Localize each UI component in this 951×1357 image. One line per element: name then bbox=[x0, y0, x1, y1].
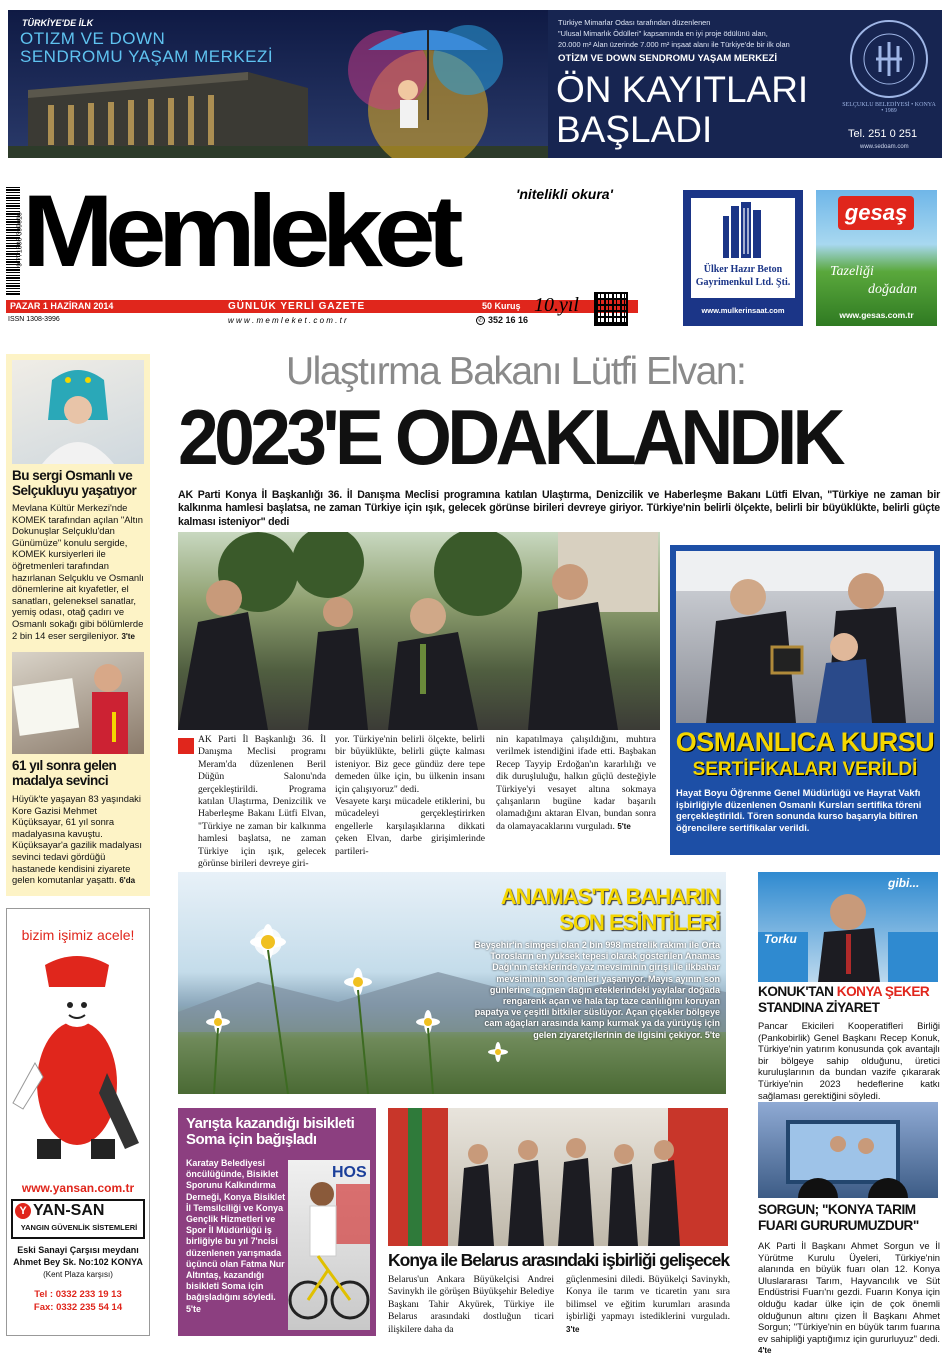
konuk-body: Pancar Ekicileri Kooperatifleri Birliği (Pankobirlik) Genel Başkanı Recep Konuk, Türkiye'nin yatırım konusunda çok avantajlı bir bölgeye sahip olduğunu, üretici kuruluşlarının da bundan vazife çıkararak Türkiye'nin 2023 hedeflerine katkı sağlaması gerektiğini söyledi. bbox=[758, 1020, 940, 1101]
story2-title[interactable]: 61 yıl sonra gelen madalya sevinci bbox=[12, 758, 117, 788]
story1-body: Mevlana Kültür Merkezi'nde KOMEK tarafından açılan "Altın Dokunuşlar Selçuklu'dan Günümüze" konulu sergide, KOMEK kursiyerleri ile öğretmenleri tarafından hazırlanan Selçuklu ve Osmanlı dönemlerine ait kıyafetler, el sanatları, geleneksel sanatlar, yemiş odası, otağ çadırı ve Osmanlı sokağı gibi bölümlerde 2 bin 14 eser sergileniyor. 3'te bbox=[12, 502, 144, 641]
ulker-line1: Ülker Hazır Beton bbox=[703, 264, 783, 275]
masthead-slogan: 'nitelikli okura' bbox=[516, 186, 613, 202]
yansan-address2: Ahmet Bey Sk. No:102 KONYA bbox=[13, 1257, 143, 1267]
bisiklet-photo bbox=[288, 1160, 370, 1330]
yansan-slogan: bizim işimiz acele! bbox=[21, 927, 135, 943]
sorgun-title2: FUARI GURURUMUZDUR" bbox=[758, 1218, 919, 1233]
gesas-slogan2: doğadan bbox=[868, 282, 917, 297]
main-kicker: Ulaştırma Bakanı Lütfi Elvan: bbox=[286, 350, 746, 393]
banner-tagline: TÜRKİYE'DE İLK bbox=[22, 18, 94, 28]
story2-photo[interactable] bbox=[12, 652, 144, 754]
red-square-marker bbox=[178, 738, 194, 754]
main-photo[interactable] bbox=[178, 532, 660, 730]
belarus-photo[interactable] bbox=[388, 1108, 728, 1246]
banner-info-line1: Türkiye Mimarlar Odası tarafından düzenlenen bbox=[558, 18, 711, 27]
gesas-logo: gesaş bbox=[838, 196, 914, 230]
masthead-logo[interactable]: Memleket bbox=[22, 174, 455, 288]
banner-url[interactable]: www.sedoam.com bbox=[860, 144, 909, 150]
ulker-line2: Gayrimenkul Ltd. Şti. bbox=[695, 277, 791, 288]
story1-title[interactable]: Bu sergi Osmanlı ve Selçukluyu yaşatıyor bbox=[12, 468, 137, 498]
masthead-paper-type: GÜNLÜK YERLİ GAZETE bbox=[228, 301, 366, 312]
sorgun-body: AK Parti İl Başkanı Ahmet Sorgun ve İl Yürütme Kurulu Üyeleri, Türkiye'nin alanında en büyük fuarı olan 12. Konya Uluslararası Tarım, Hayvancılık ve Süt Endüstrisi Fuarı'nı gezdi. Fuarın Konya için olduğu kadar ülke için de çok önemli olduğunun altını çizen İl Başkanı Ahmet Sorgun; "Türkiye'nin en büyük tarım fuarına ev sahipliği yaptığımız için gururluyuz" dedi. 4'te bbox=[758, 1240, 940, 1356]
main-lede: AK Parti Konya İl Başkanlığı 36. İl Danışma Meclisi programına katılan Ulaştırma, Denizcilik ve Haberleşme Bakanı Lütfi Elvan, "Türkiye ne zaman bir kalkınma hamlesi başlatsa, ne zaman Türkiye için ışık, gelecek görünse birileri devreye giriyor. Türkiye'nin belirli ölçekte, belirli bir büyüklükte, belirli güçte kalması isteniyor" dedi bbox=[178, 489, 940, 528]
banner-headline-line1: ÖN KAYITLARI bbox=[556, 69, 809, 110]
gesas-url[interactable]: www.gesas.com.tr bbox=[839, 310, 914, 320]
banner-phone: Tel. 251 0 251 bbox=[848, 128, 918, 140]
ulker-url[interactable]: www.mulkerinsaat.com bbox=[701, 306, 785, 315]
main-col3: nin kapatılmaya çalışıldığını, muhtıra verilmek istendiğini ifade etti. Başbakan Recep Tayyip Erdoğan'ın kararlılığı ve dik duruşluluğu, halkın güçlü desteğiyle Türkiye'yi vesayet altına sokmaya çalışanların bugüne kadar başarılı olamadığını aktaran Elvan, bundan sonra da olamayacaklarını vurguladı. 5'te bbox=[496, 734, 656, 832]
yansan-brand-sub: YANGIN GÜVENLİK SİSTEMLERİ bbox=[20, 1223, 138, 1232]
osmanlica-photo bbox=[676, 551, 934, 723]
main-headline[interactable]: 2023'E ODAKLANDIK bbox=[178, 393, 841, 481]
anamas-title2[interactable]: SON ESİNTİLERİ bbox=[559, 910, 720, 935]
bisiklet-photo-text: HOS bbox=[332, 1164, 367, 1181]
konuk-photo[interactable] bbox=[758, 872, 938, 982]
bisiklet-body: Karatay Belediyesi öncülüğünde, Bisiklet Sporunu Kalkındırma Derneği, Konya Bisiklet İl Temsilciliği ve Konya Gençlik Hizmetleri ve Spor İl Müdürlüğü iş birliğiyle bu yıl 7'ncisi düzenlenen yarışmada üçüncü olan Fatma Nur Altıntaş, kazandığı bisikleti Soma için bağışladığını söyledi. 5'te bbox=[186, 1158, 286, 1314]
yansan-brand: YAN-SAN bbox=[33, 1202, 105, 1219]
yansan-ad[interactable] bbox=[6, 908, 150, 1336]
banner-info-line2: "Ulusal Mimarlık Ödülleri" kapsamında en iyi proje ödülünü alan, bbox=[558, 29, 768, 38]
yansan-address1: Eski Sanayi Çarşısı meydanı bbox=[17, 1245, 139, 1255]
belarus-title[interactable]: Konya ile Belarus arasındaki işbirliği gelişecek bbox=[388, 1250, 730, 1270]
barcode-number: 9 771308 399016 bbox=[16, 212, 24, 267]
yansan-brand-box bbox=[11, 1199, 145, 1239]
banner-info-line3: 20.000 m² Alan üzerinde 7.000 m² inşaat alanı ile Türkiye'de bir ilk olan bbox=[558, 40, 790, 49]
konuk-title-b: KONYA ŞEKER bbox=[836, 984, 930, 999]
masthead-phone: 352 16 16 bbox=[488, 315, 529, 325]
konuk-title[interactable] bbox=[758, 984, 940, 1016]
torku-logo: Torku bbox=[764, 932, 797, 946]
masthead-website[interactable]: w w w . m e m l e k e t . c o m . t r bbox=[228, 316, 347, 325]
sorgun-title[interactable] bbox=[758, 1202, 940, 1234]
anamas-title1[interactable]: ANAMAS'TA BAHARIN bbox=[500, 884, 720, 909]
qr-code[interactable] bbox=[594, 292, 628, 326]
yansan-address3: (Kent Plaza karşısı) bbox=[43, 1270, 113, 1279]
phone-icon: ✆ bbox=[477, 318, 484, 324]
selcuklu-seal-logo bbox=[850, 20, 928, 98]
ulker-logo-panel bbox=[691, 198, 795, 298]
bisiklet-box[interactable] bbox=[178, 1108, 376, 1336]
banner-headline-line2: BAŞLADI bbox=[556, 109, 713, 150]
building-icon bbox=[691, 202, 795, 262]
yansan-url[interactable]: www.yansan.com.tr bbox=[21, 1181, 135, 1195]
masthead-date: PAZAR 1 HAZİRAN 2014 bbox=[10, 301, 114, 311]
osmanlica-body: Hayat Boyu Öğrenme Genel Müdürlüğü ve Hayrat Vakfı işbirliğiyle düzenlenen Osmanlı Kursları sertifika töreni gerçekleştirildi. Tören sonunda kurso başarıyla bitiren öğrencilere sertifikalar verildi. bbox=[676, 787, 922, 833]
story1-photo[interactable] bbox=[12, 360, 144, 464]
sorgun-title1: SORGUN; "KONYA TARIM bbox=[758, 1202, 916, 1217]
sorgun-photo[interactable] bbox=[758, 1102, 938, 1198]
banner-subtitle: OTİZM VE DOWN SENDROMU YAŞAM MERKEZİ bbox=[558, 53, 778, 64]
banner-title-line1: OTIZM VE DOWN bbox=[20, 29, 166, 48]
seal-text: SELÇUKLU BELEDİYESİ • KONYA • 1989 bbox=[842, 102, 936, 114]
masthead-price: 50 Kuruş bbox=[482, 301, 521, 311]
main-col2: yor. Türkiye'nin belirli ölçekte, belirli bir büyüklükte, belirli güçte kalması isteniyor. Biz gece gündüz dere tepe demeden ülke için, bu ülkenin insanı için çalışıyoruz" dedi. Vesayete karşı mücadele etiklerini, bu mücadeleyi gerçekleştirirken engellerle karşılaşıklarına dikkati çeken Elvan, darbe girişimlerinde partileri- bbox=[335, 734, 485, 857]
ulker-ad[interactable] bbox=[683, 190, 803, 326]
yansan-tel: Tel : 0332 233 19 13 bbox=[34, 1289, 122, 1300]
yansan-y-logo: Y bbox=[15, 1203, 31, 1219]
anniversary-mark: 10.yıl bbox=[534, 294, 579, 316]
konuk-title-a: KONUK'TAN bbox=[758, 984, 837, 999]
osmanlica-title1: OSMANLICA KURSU bbox=[675, 727, 935, 757]
konuk-title-c: STANDINA ZİYARET bbox=[758, 1000, 880, 1015]
anamas-body: Beyşehir'in simgesi olan 2 bin 998 metrelik rakımı ile Orta Torosların en yüksek tepesi olarak gösterilen Anamas Dağı'nın eteklerinde yaz mevsiminin girişi ile ilkbahar mevsiminin son demleri yaşanıyor. Mayıs ayının son günlerine rağmen dağın eteklerindeki yaylalar doğada rengarenk açan ve hala tap taze canlılığını koruyan papatya ve çeşitli bitkiler süslüyor. Açan çiçekler bölgeye cam ağaçları arasında kamp kurmak ya da yürüyüş için gelen ziyaretçilerinin de ilgisini çekiyor. 5'te bbox=[474, 940, 720, 1040]
main-col1: AK Parti İl Başkanlığı 36. İl Danışma Meclisi programı Meram'da düzenlenen Beril Düğün Salonu'nda gerçekleştirildi. Programa katılan Ulaştırma, Denizcilik ve Haberleşme Bakanı Lütfi Elvan, "Türkiye ne zaman bir kalkınma hamlesi başlatsa, ne zaman Türkiye için ışık, gelecek görünse birileri devreye giri- bbox=[198, 734, 326, 870]
fire-extinguisher-mascot bbox=[7, 953, 149, 1173]
belarus-col2: güçlenmesini diledi. Büyükelçi Savinykh, Konya ile tarım ve ticaretin yanı sıra bilimsel ve eğitim kurumları arasında işbirliği yapmayı istediklerini vurguladı. 3'te bbox=[566, 1274, 730, 1334]
top-banner-ad[interactable] bbox=[8, 10, 942, 158]
gesas-ad[interactable] bbox=[816, 190, 937, 326]
yansan-fax: Fax: 0332 235 54 14 bbox=[33, 1302, 123, 1313]
belarus-col1: Belarus'un Ankara Büyükelçisi Andrei Savinykh ile görüşen Büyükşehir Belediye Başkanı Tahir Akyürek, Türkiye ile Belarus arasındaki dostluğun ticari ilişkilere daha da bbox=[388, 1274, 554, 1335]
osmanlica-title2: SERTİFİKALARI VERİLDİ bbox=[692, 759, 918, 780]
banner-title-line2: SENDROMU YAŞAM MERKEZİ bbox=[20, 47, 274, 66]
osmanlica-box[interactable] bbox=[670, 545, 940, 855]
konuk-tag: gibi... bbox=[888, 876, 920, 890]
story2-body: Hüyük'te yaşayan 83 yaşındaki Kore Gazisi Mehmet Küçüksayar, 61 yıl sonra madalyasına kavuştu. Küçüksayar'a gazilik madalyası sevinci tedavi gördüğü hastanede kendisini ziyarete gelen komutanlar yaşattı. 6'da bbox=[12, 793, 142, 886]
bisiklet-title: Yarışta kazandığı bisikleti Soma için bağışladı bbox=[186, 1115, 355, 1148]
gesas-slogan1: Tazeliği bbox=[830, 264, 874, 279]
masthead-issn: ISSN 1308-3996 bbox=[8, 316, 60, 323]
